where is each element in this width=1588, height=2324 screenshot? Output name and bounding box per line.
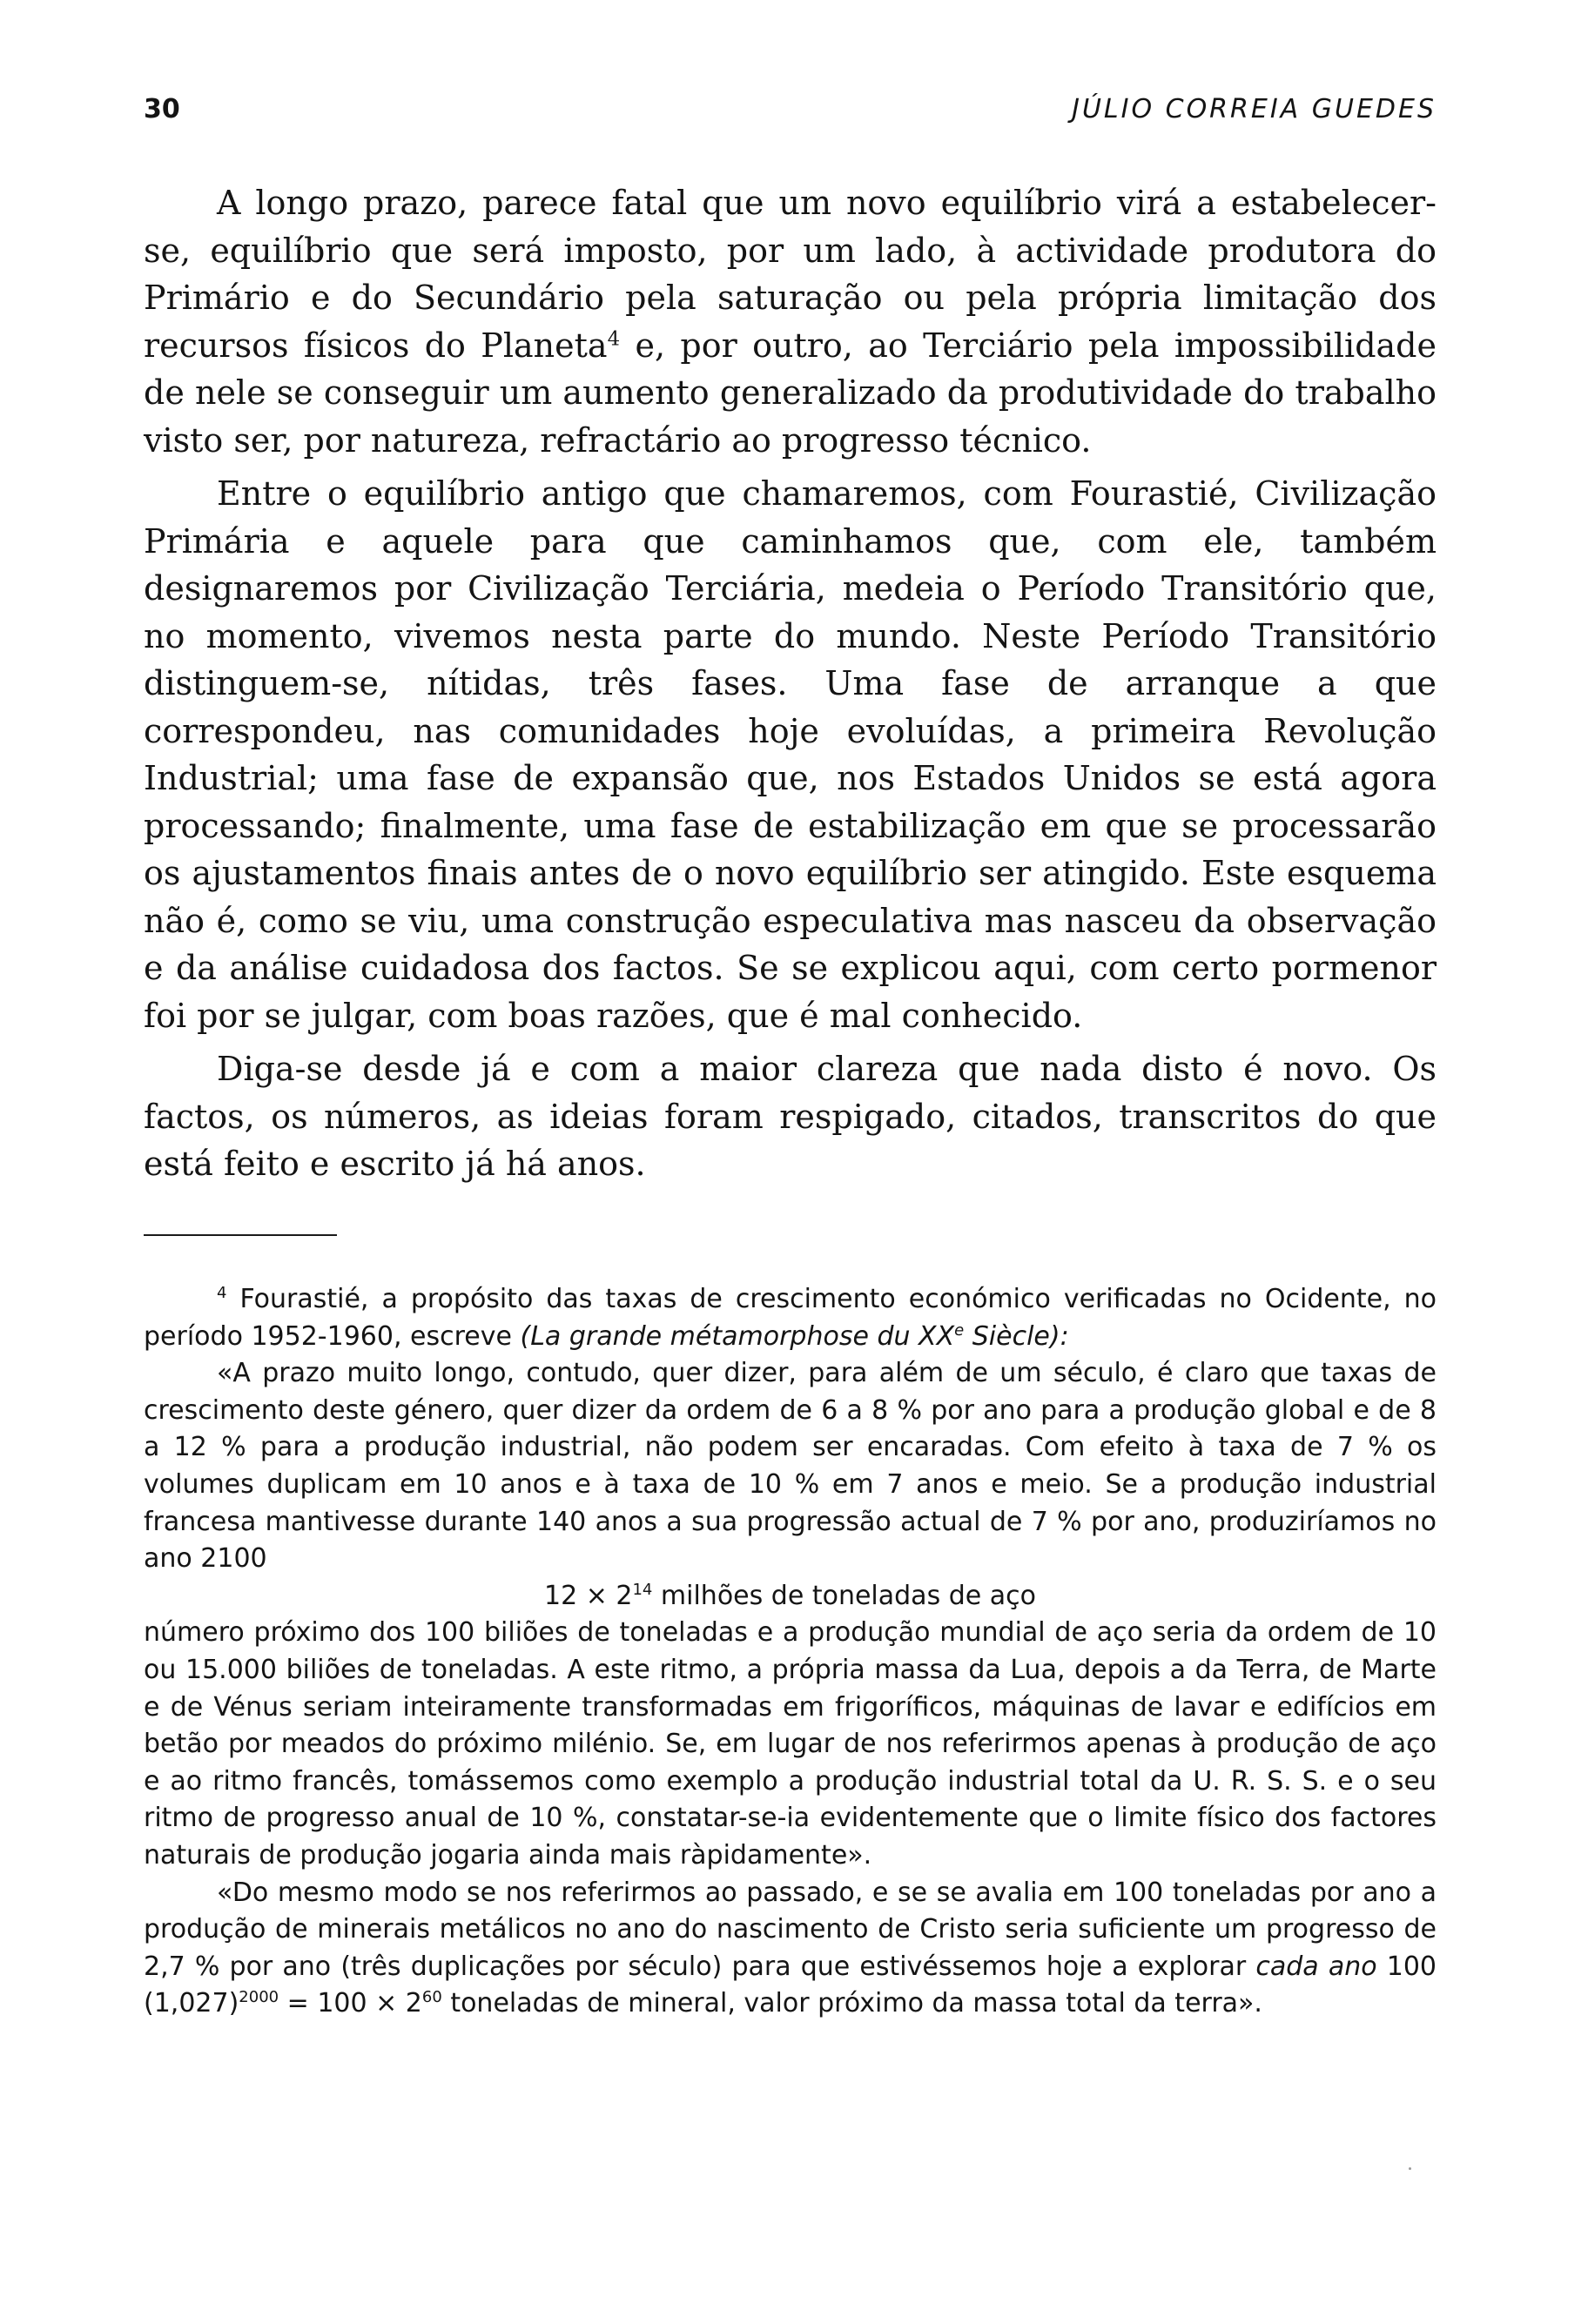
formula-text: = 100 × 2 — [279, 1988, 422, 2019]
footnote-reference: 4 — [607, 326, 621, 350]
emphasis: cada ano — [1255, 1951, 1377, 1982]
formula-exponent: 14 — [632, 1580, 653, 1599]
book-title-end: Siècle): — [964, 1320, 1069, 1352]
formula-text: milhões de toneladas de aço — [652, 1580, 1036, 1611]
footnote-quote: «A prazo muito longo, contudo, quer dizer, para além de um século, é claro que taxas de crescimento deste género, quer dizer da ordem de 6 a 8 % por ano para a produção global e de 8 a 12 % para a produção industrial, não podem ser encaradas. Com efeito à taxa de 7 % os volumes duplicam em 10 anos e à taxa de 10 % em 7 anos e meio. Se a produção industrial francesa mantivesse durante 140 anos a sua progressão actual de 7 % por ano, produziríamos no ano 2100 — [144, 1358, 1437, 1575]
footnote-quote-continued: número próximo dos 100 biliões de toneladas e a produção mundial de aço seria da ordem de 10 ou 15.000 biliões de toneladas. A este ritmo, a própria massa da Lua, depois a da Terra, de Marte e de Vénus seriam inteiramente transformadas em frigoríficos, máquinas de lavar e edifícios em betão por meados do próximo milénio. Se, em lugar de nos referirmos apenas à produção de aço e ao ritmo francês, tomássemos como exemplo a produção industrial total da U. R. S. S. e o seu ritmo de progresso anual de 10 %, constatar-se-ia evidentemente que o limite físico dos factores naturais de produção jogaria ainda mais ràpidamente». — [144, 1617, 1437, 1871]
page-number: 30 — [144, 94, 180, 124]
paragraph: Diga-se desde já e com a maior clareza que nada disto é novo. Os factos, os números, as ideias foram respigado, citados, transcritos do que está feito e escrito já há anos. — [144, 1050, 1437, 1183]
formula-exponent: 60 — [421, 1988, 442, 2007]
paragraph — [144, 179, 1437, 464]
main-text — [144, 179, 1437, 1188]
formula-exponent: 2000 — [239, 1988, 279, 2007]
footnote — [144, 1281, 1437, 1355]
footnotes — [144, 1281, 1437, 2023]
book-title — [521, 1321, 1069, 1352]
footnote-text: Fourastié, a propósito das taxas de crescimento económico verificadas no Ocidente, no período 1952-1960, escreve — [144, 1284, 1437, 1352]
book-title-sup: e — [954, 1320, 965, 1340]
print-speck — [1409, 2167, 1411, 2170]
book-title-text: (La grande métamorphose du XX — [520, 1320, 955, 1352]
footnote-text: toneladas de mineral, valor próximo da massa total da terra». — [441, 1988, 1262, 2019]
running-head-author: JÚLIO CORREIA GUEDES — [1072, 94, 1437, 124]
paragraph-text: e, por outro, ao Terciário pela impossibilidade de nele se conseguir um aumento generalizado da produtividade do trabalho visto ser, por natureza, refractário ao progresso técnico. — [144, 326, 1437, 460]
formula — [144, 1578, 1437, 1615]
footnote-quote — [144, 1875, 1437, 2023]
paragraph-text: A longo prazo, parece fatal que um novo equilíbrio virá a estabelecer-se, equilíbrio que será imposto, por um lado, à actividade produtora do Primário e do Secundário pela saturação ou pela própria limitação dos recursos físicos do Planeta — [144, 184, 1437, 365]
footnote-text: «Do mesmo modo se nos referirmos ao passado, e se se avalia em 100 toneladas por ano a produção de minerais metálicos no ano do nascimento de Cristo seria suficiente um progresso de 2,7 % por ano (três duplicações por século) para que estivéssemos hoje a explorar — [144, 1877, 1437, 1982]
footnote-separator — [144, 1234, 337, 1236]
paragraph: Entre o equilíbrio antigo que chamaremos, com Fourastié, Civilização Primária e aquele para que caminhamos que, com ele, também designaremos por Civilização Terciária, medeia o Período Transitório que, no momento, vivemos nesta parte do mundo. Neste Período Transitório distinguem-se, nítidas, três fases. Uma fase de arranque a que correspondeu, nas comunidades hoje evoluídas, a primeira Revolução Industrial; uma fase de expansão que, nos Estados Unidos se está agora processando; finalmente, uma fase de estabilização em que se processarão os ajustamentos finais antes de o novo equilíbrio ser atingido. Este esquema não é, como se viu, uma construção especulativa mas nasceu da observação e da análise cuidadosa dos factos. Se se explicou aqui, com certo pormenor foi por se julgar, com boas razões, que é mal conhecido. — [144, 474, 1437, 1035]
formula-text: 100 (1,027) — [144, 1951, 1437, 2019]
footnote-marker: 4 — [217, 1284, 227, 1302]
formula-base: 12 × 2 — [543, 1580, 633, 1611]
